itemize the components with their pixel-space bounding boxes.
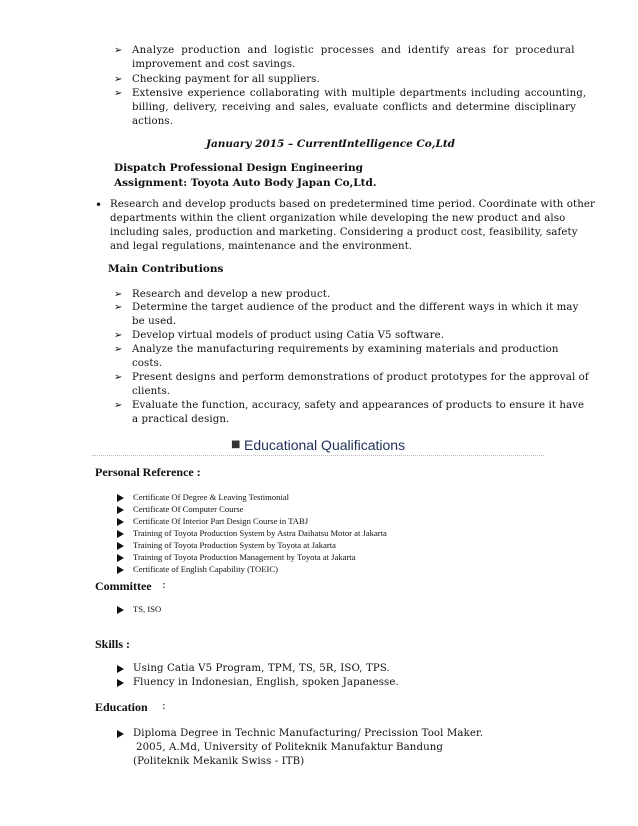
section-divider [92,455,544,456]
bullet-text: Determine the target audience of the product and the different ways in which it may [132,302,579,313]
list-item: Certificate Of Computer Course [133,504,244,514]
bullet-text: be used. [132,316,177,327]
bullet-text: Present designs and perform demonstrations of product prototypes for the approval of [132,372,589,383]
bullet-text: Research and develop a new product. [132,289,331,300]
list-item: Certificate Of Interior Part Design Course in TABJ [133,516,309,526]
chevron-bullet-icon [117,530,124,538]
chevron-bullet-icon [117,542,124,550]
bullet-text: Develop virtual models of product using Catia V5 software. [132,330,445,341]
chevron-bullet-icon [117,679,124,687]
committee-heading: Committee [95,579,152,593]
chevron-bullet-icon [117,518,124,526]
arrow-bullet-icon: ➢ [114,400,123,411]
arrow-bullet-icon: ➢ [114,372,123,383]
dot-bullet-icon: • [95,198,103,212]
list-item: TS, ISO [133,604,162,614]
bullet-text: clients. [132,386,171,397]
bullet-text: billing, delivery, receiving and sales, evaluate conflicts and determine disciplinary [132,102,576,113]
bullet-text: Analyze the manufacturing requirements by examining materials and production [132,344,559,355]
arrow-bullet-icon: ➢ [114,330,123,341]
job-assignment: Assignment: Toyota Auto Body Japan Co,Ltd. [114,177,377,189]
bullet-text: costs. [132,358,163,369]
list-item: Training of Toyota Production System by Toyota at Jakarta [133,540,336,550]
list-item: Training of Toyota Production System by Astra Daihatsu Motor at Jakarta [133,528,387,538]
summary-line: and legal regulations, maintenance and the environment. [110,241,413,252]
summary-line: including sales, production and marketing. Considering a product cost, feasibility, safety [110,227,578,238]
bullet-text: Evaluate the function, accuracy, safety and appearances of products to ensure it have [132,400,585,411]
chevron-bullet-icon [117,554,124,562]
education-line: 2005, A.Md, University of Politeknik Manufaktur Bandung [136,742,444,753]
section-title: Educational Qualifications [244,437,406,453]
education-colon: : [162,699,166,712]
arrow-bullet-icon: ➢ [114,74,123,85]
education-line: Diploma Degree in Technic Manufacturing/ Precission Tool Maker. [133,728,484,739]
chevron-bullet-icon [117,606,124,614]
contributions-heading: Main Contributions [108,263,224,275]
bullet-text: Checking payment for all suppliers. [132,74,320,85]
list-item: Certificate of English Capability (TOEIC) [133,564,278,574]
summary-line: departments within the client organization while developing the new product and also [110,213,566,224]
list-item: Fluency in Indonesian, English, spoken Japanesse. [133,677,399,688]
chevron-bullet-icon [117,566,124,574]
chevron-bullet-icon [117,730,124,738]
bullet-text: a practical design. [132,414,230,425]
bullet-text: Extensive experience collaborating with multiple departments including accounting, [132,88,587,99]
skills-heading: Skills : [95,637,131,651]
list-item: Using Catia V5 Program, TPM, TS, 5R, ISO, TPS. [133,663,390,674]
summary-line: Research and develop products based on predetermined time period. Coordinate with other [110,199,595,210]
list-item: Certificate Of Degree & Leaving Testimonial [133,492,290,502]
education-heading: Education [95,700,148,714]
chevron-bullet-icon [117,494,124,502]
arrow-bullet-icon: ➢ [114,45,123,56]
arrow-bullet-icon: ➢ [114,289,123,300]
bullet-text: Analyze production and logistic processes and identify areas for procedural [132,45,575,56]
committee-colon: : [162,578,166,591]
personal-reference-heading: Personal Reference : [95,465,201,479]
education-line: (Politeknik Mekanik Swiss - ITB) [133,756,305,767]
bullet-text: improvement and cost savings. [132,59,296,70]
job-period: January 2015 – Current [206,138,344,150]
job-role: Dispatch Professional Design Engineering [114,162,363,174]
section-square-icon: ■ [231,439,241,450]
arrow-bullet-icon: ➢ [114,302,123,313]
bullet-text: actions. [132,116,174,127]
arrow-bullet-icon: ➢ [114,88,123,99]
chevron-bullet-icon [117,506,124,514]
arrow-bullet-icon: ➢ [114,344,123,355]
job-company: Intelligence Co,Ltd [342,138,456,150]
chevron-bullet-icon [117,665,124,673]
list-item: Training of Toyota Production Management by Toyota at Jakarta [133,552,356,562]
